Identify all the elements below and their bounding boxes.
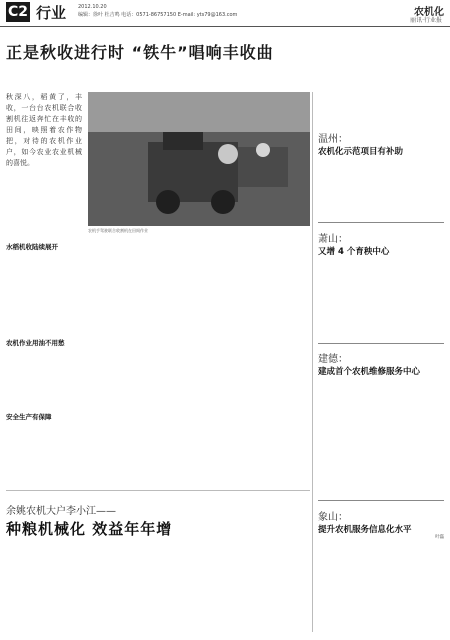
sidebar-rule xyxy=(318,343,444,344)
section-1 xyxy=(6,242,154,251)
intro-box xyxy=(6,92,82,226)
masthead-date: 2012.10.20 xyxy=(78,4,107,10)
page-number: C2 xyxy=(7,4,28,20)
sidebar-item-jiande xyxy=(318,350,444,377)
column-divider xyxy=(312,92,313,632)
sidebar-rule xyxy=(318,500,444,501)
sidebar-title: 农机化示范项目有补助 xyxy=(318,147,404,157)
sidebar-title: 提升农机服务信息化水平 xyxy=(318,525,412,535)
sidebar-title: 又增 4 个育秧中心 xyxy=(318,247,390,257)
section-name: 行业 xyxy=(36,4,67,22)
sidebar-byline: 叶磊 xyxy=(435,535,444,540)
sidebar-region: 温州： xyxy=(318,134,348,145)
masthead-logo: 农机化 xyxy=(414,7,444,18)
intro-text: 秋深八，稻黄了，丰收，一台台农机联合收割机往返奔忙在丰收的田间，映照着农作物把，对待的农机作业户，如今农业农业机械的喜悦。 xyxy=(6,93,82,167)
section-heading: 农机作业用油不用愁 xyxy=(6,339,65,347)
harvest-photo-image xyxy=(88,92,310,226)
sidebar-region: 萧山： xyxy=(318,234,348,245)
section-2 xyxy=(6,338,154,347)
masthead-editor: 编辑：徐叶 杜吉鸣 电话：0571-86757150 E-mail: yts79@163.com xyxy=(78,12,238,18)
masthead-logo-sub: 丽讯·行业报 xyxy=(410,17,442,24)
sidebar-rule xyxy=(318,222,444,223)
sidebar-item-xiaoshan xyxy=(318,230,444,257)
masthead-meta xyxy=(78,3,237,19)
sidebar-item-wenzhou xyxy=(318,130,444,157)
section-heading: 水稻机收陆续展开 xyxy=(6,243,58,251)
section-divider xyxy=(6,490,310,491)
section-3 xyxy=(6,412,154,421)
page-headline: 正是秋收进行时 “铁牛”唱响丰收曲 xyxy=(6,43,274,62)
sidebar-region: 象山： xyxy=(318,512,348,523)
section-heading: 安全生产有保障 xyxy=(6,413,52,421)
harvest-photo xyxy=(88,92,310,226)
photo-caption: 农机手驾驶联合收割机在田间作业 xyxy=(88,228,148,233)
sidebar-title: 建成首个农机维修服务中心 xyxy=(318,367,421,377)
sidebar-item-xiangshan xyxy=(318,508,444,542)
sidebar-region: 建德： xyxy=(318,354,348,365)
ribbon-subtitle: 余姚农机大户李小江—— xyxy=(6,506,116,517)
ribbon-headline: 种粮机械化 效益年年增 xyxy=(6,520,173,538)
